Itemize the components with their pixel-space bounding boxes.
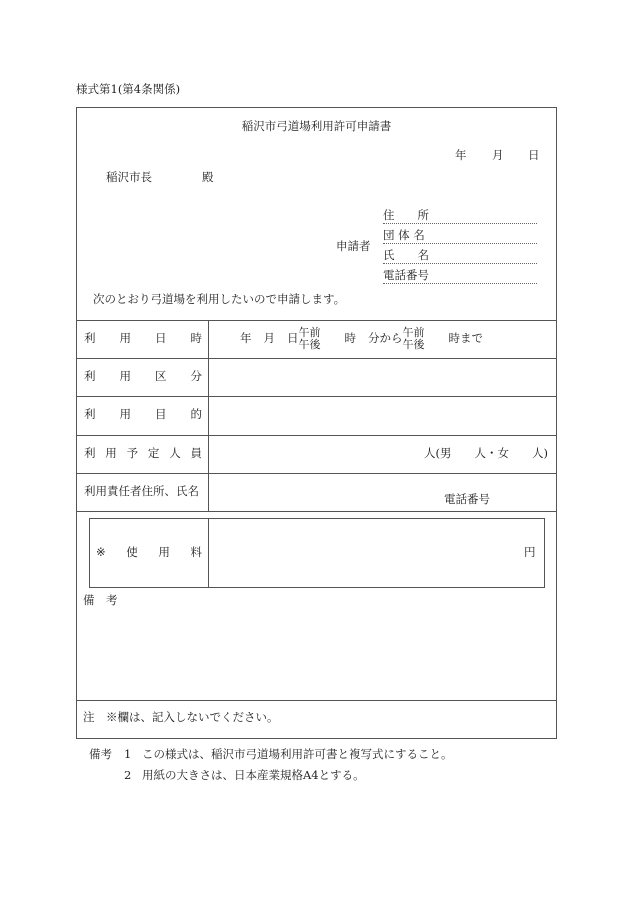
responsible-phone-label: 電話番号 [444, 492, 490, 506]
date-month[interactable]: 月 [492, 148, 504, 162]
applicant-group-field[interactable] [383, 243, 537, 244]
footer-item-num: 1 [124, 747, 132, 761]
people-field[interactable]: 人(男 人・女 人) [424, 446, 548, 460]
date-day[interactable]: 日 [528, 148, 540, 162]
divider [76, 473, 557, 474]
fee-divider [208, 518, 209, 588]
applicant-name-field[interactable] [383, 263, 537, 264]
fee-unit: 円 [524, 545, 536, 559]
purpose-label: 利 用 目 的 [84, 407, 202, 421]
divider [76, 435, 557, 436]
footer-item-text: この様式は、稲沢市弓道場利用許可書と複写式にすること。 [142, 747, 453, 761]
people-label: 利 用 予 定 人 員 [84, 446, 202, 460]
applicant-phone-field[interactable] [383, 283, 537, 284]
remarks-field[interactable] [78, 612, 555, 698]
note-text: 注 ※欄は、記入しないでください。 [83, 710, 279, 724]
applicant-phone-label: 電話番号 [383, 268, 429, 282]
datetime-label: 利 用 日 時 [84, 331, 202, 345]
datetime-field[interactable]: 年 月 日 午前 午後 時 分から 午前 午後 時まで [240, 326, 483, 351]
fee-label: ※ 使 用 料 [96, 545, 202, 559]
remarks-label: 備 考 [83, 593, 118, 607]
applicant-label: 申請者 [336, 239, 371, 253]
applicant-address-field[interactable] [383, 223, 537, 224]
column-divider [208, 320, 209, 511]
footer-heading: 備考 [89, 747, 112, 761]
category-label: 利 用 区 分 [84, 369, 202, 383]
divider [76, 320, 557, 321]
applicant-group-label: 団 体 名 [383, 228, 425, 242]
footer-item-text: 用紙の大きさは、日本産業規格A4とする。 [142, 768, 365, 782]
footer-item-num: 2 [124, 768, 132, 782]
category-field[interactable] [210, 359, 555, 395]
date-year[interactable]: 年 [455, 148, 467, 162]
purpose-field[interactable] [210, 397, 555, 434]
applicant-address-label: 住 所 [383, 208, 429, 222]
applicant-name-label: 氏 名 [383, 248, 429, 262]
form-reference: 様式第1(第4条関係) [76, 82, 181, 96]
form-title: 稲沢市弓道場利用許可申請書 [241, 119, 392, 133]
addressee: 稲沢市長 [106, 170, 152, 184]
honorific: 殿 [202, 170, 214, 184]
divider [76, 511, 557, 512]
intro-text: 次のとおり弓道場を利用したいので申請します。 [93, 292, 346, 306]
responsible-label: 利用責任者住所、氏名 [84, 484, 199, 498]
divider [76, 700, 557, 701]
